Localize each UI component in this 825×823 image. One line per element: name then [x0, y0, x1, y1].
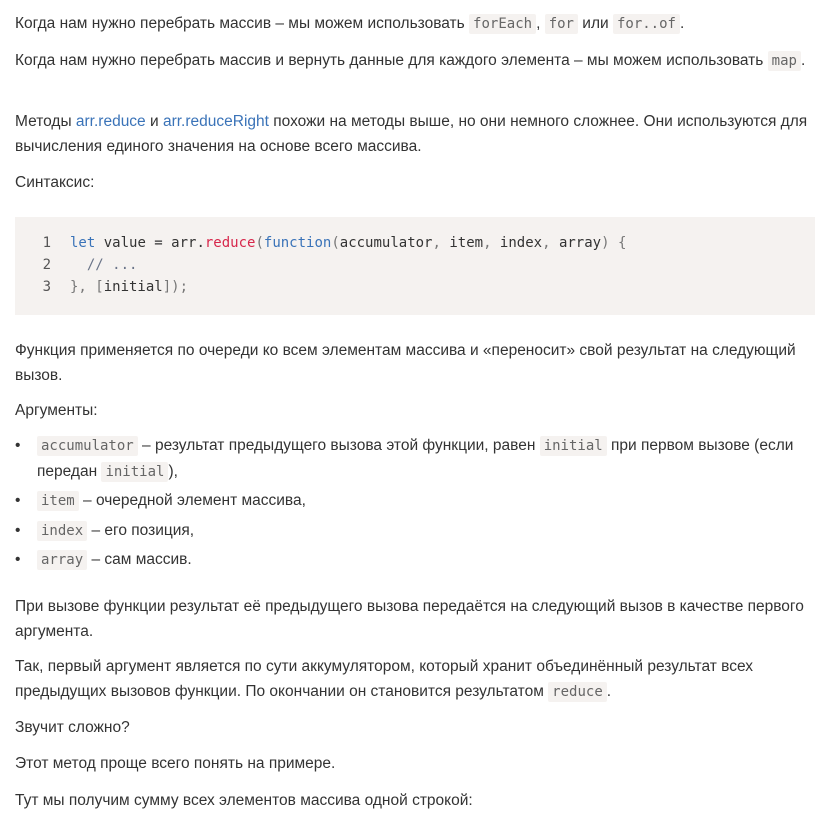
- paragraph-text: Методы: [15, 113, 76, 130]
- inline-code-for: for: [545, 14, 578, 34]
- paragraph-sum-example: Тут мы получим сумму всех элементов массива одной строкой:: [15, 792, 473, 809]
- inline-code-for-of: for..of: [613, 14, 680, 34]
- list-item-text: – результат предыдущего вызова этой функции, равен: [137, 437, 540, 454]
- paragraph-map-method: [15, 48, 805, 74]
- list-item-text: – его позиция,: [87, 522, 195, 539]
- code-token-punctuation: ,: [483, 235, 500, 251]
- separator-text: или: [577, 15, 613, 32]
- code-token-punctuation: ,: [432, 235, 450, 251]
- code-token-comment: // ...: [70, 257, 138, 273]
- arguments-list: [15, 433, 815, 577]
- punctuation-text: .: [679, 15, 685, 32]
- paragraph-sounds-complex: Звучит сложно?: [15, 719, 130, 736]
- inline-code-map: map: [768, 51, 801, 71]
- link-arr-reduce-right[interactable]: arr.reduceRight: [162, 113, 269, 130]
- list-item-text: ),: [168, 463, 178, 480]
- code-line: [15, 232, 626, 254]
- inline-code-array: array: [37, 550, 87, 570]
- list-item-text: при первом вызове (если передан: [37, 437, 794, 480]
- code-line: [15, 254, 626, 276]
- paragraph-example-intro: Этот метод проще всего понять на примере.: [15, 755, 336, 772]
- paragraph-text: и: [145, 113, 163, 130]
- inline-code-initial: initial: [101, 462, 168, 482]
- code-token-punctuation: ]);: [162, 279, 189, 295]
- list-item: [15, 547, 815, 577]
- code-token: initial: [103, 279, 163, 295]
- list-item: [15, 433, 815, 488]
- line-number: 3: [42, 279, 51, 295]
- inline-code-accumulator: accumulator: [37, 436, 138, 456]
- line-number: 2: [42, 257, 51, 273]
- link-arr-reduce[interactable]: arr.reduce: [75, 113, 146, 130]
- paragraph-text: Когда нам нужно перебрать массив и вернуть данные для каждого элемента – мы можем использовать: [15, 52, 768, 69]
- code-line: [15, 276, 626, 298]
- bullet-icon: •: [15, 551, 21, 568]
- line-number: 1: [42, 235, 51, 251]
- punctuation-text: .: [606, 683, 612, 700]
- code-token-punctuation: ) {: [601, 235, 627, 251]
- code-token-punctuation: ,: [542, 235, 559, 251]
- paragraph-text: похожи на методы выше, но они немного сложнее. Они используются для вычисления единого значения на основе всего массива.: [15, 113, 808, 155]
- syntax-heading: Синтаксис:: [15, 174, 95, 191]
- punctuation-text: .: [800, 52, 806, 69]
- code-token-punctuation: }, [: [70, 279, 104, 295]
- code-token-keyword: function: [263, 235, 332, 251]
- inline-code-item: item: [37, 491, 79, 511]
- inline-code-foreach: forEach: [469, 14, 536, 34]
- inline-code-initial: initial: [540, 436, 607, 456]
- paragraph-reduce-intro: [15, 109, 815, 159]
- code-token-punctuation: (: [255, 235, 264, 251]
- paragraph-text: Так, первый аргумент является по сути аккумулятором, который хранит объединённый результат всех предыдущих вызовов функции. По окончании он становится результатом: [15, 658, 753, 700]
- paragraph-accumulator-result: [15, 654, 815, 705]
- code-token: index: [499, 235, 543, 251]
- arguments-heading: Аргументы:: [15, 402, 98, 419]
- inline-code-index: index: [37, 521, 87, 541]
- list-item-text: – очередной элемент массива,: [78, 492, 306, 509]
- bullet-icon: •: [15, 522, 21, 539]
- code-token: value = arr.: [95, 235, 205, 251]
- bullet-icon: •: [15, 437, 21, 454]
- inline-code-reduce: reduce: [548, 682, 607, 702]
- paragraph-accumulation: При вызове функции результат её предыдущего вызова передаётся на следующий вызов в качестве первого аргумента.: [15, 598, 804, 640]
- list-item-text: – сам массив.: [87, 551, 192, 568]
- separator-text: ,: [536, 15, 545, 32]
- bullet-icon: •: [15, 492, 21, 509]
- code-token: accumulator: [339, 235, 433, 251]
- code-token-function: reduce: [204, 235, 256, 251]
- code-token-keyword: let: [70, 235, 96, 251]
- code-block[interactable]: [15, 217, 815, 315]
- list-item: [15, 488, 815, 518]
- paragraph-text: Когда нам нужно перебрать массив – мы можем использовать: [15, 15, 470, 32]
- paragraph-function-description: Функция применяется по очереди ко всем элементам массива и «переносит» свой результат на следующий вызов.: [15, 342, 796, 384]
- list-item: [15, 518, 815, 547]
- paragraph-iteration-methods: [15, 11, 684, 37]
- code-token: item: [449, 235, 484, 251]
- code-token-punctuation: (: [331, 235, 340, 251]
- code-token: array: [558, 235, 602, 251]
